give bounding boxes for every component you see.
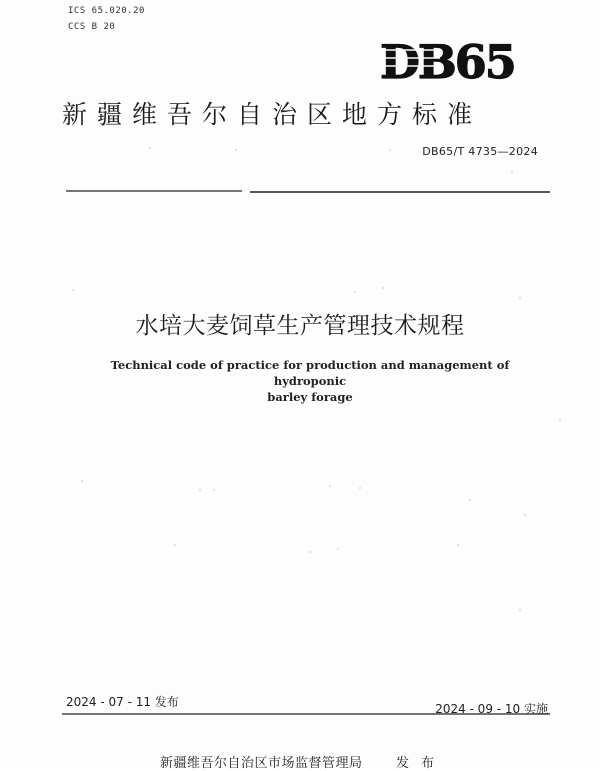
implementation-date: 2024 - 09 - 10 实施 xyxy=(435,702,548,716)
ccs-code: CCS B 20 xyxy=(68,22,116,32)
document-title-english xyxy=(80,357,540,405)
issuing-organization: 新疆维吾尔自治区市场监督管理局 xyxy=(160,756,363,771)
document-title-chinese: 水培大麦饲草生产管理技术规程 xyxy=(135,313,465,339)
issue-date: 2024 - 07 - 11 发布 xyxy=(66,695,179,709)
english-title-line-2: barley forage xyxy=(267,390,353,404)
top-divider xyxy=(66,189,550,195)
english-title-line-1: Technical code of practice for production and management of hydroponic xyxy=(110,358,510,388)
bottom-divider xyxy=(62,711,550,717)
issue-verb: 发布 xyxy=(396,756,447,771)
db65-logo xyxy=(378,36,518,84)
ics-code: ICS 65.020.20 xyxy=(68,6,145,16)
issuing-authority-heading: 新疆维吾尔自治区地方标准 xyxy=(62,100,483,129)
db65-logo-text: DB65 xyxy=(380,36,515,84)
standard-number: DB65/T 4735—2024 xyxy=(422,145,538,158)
